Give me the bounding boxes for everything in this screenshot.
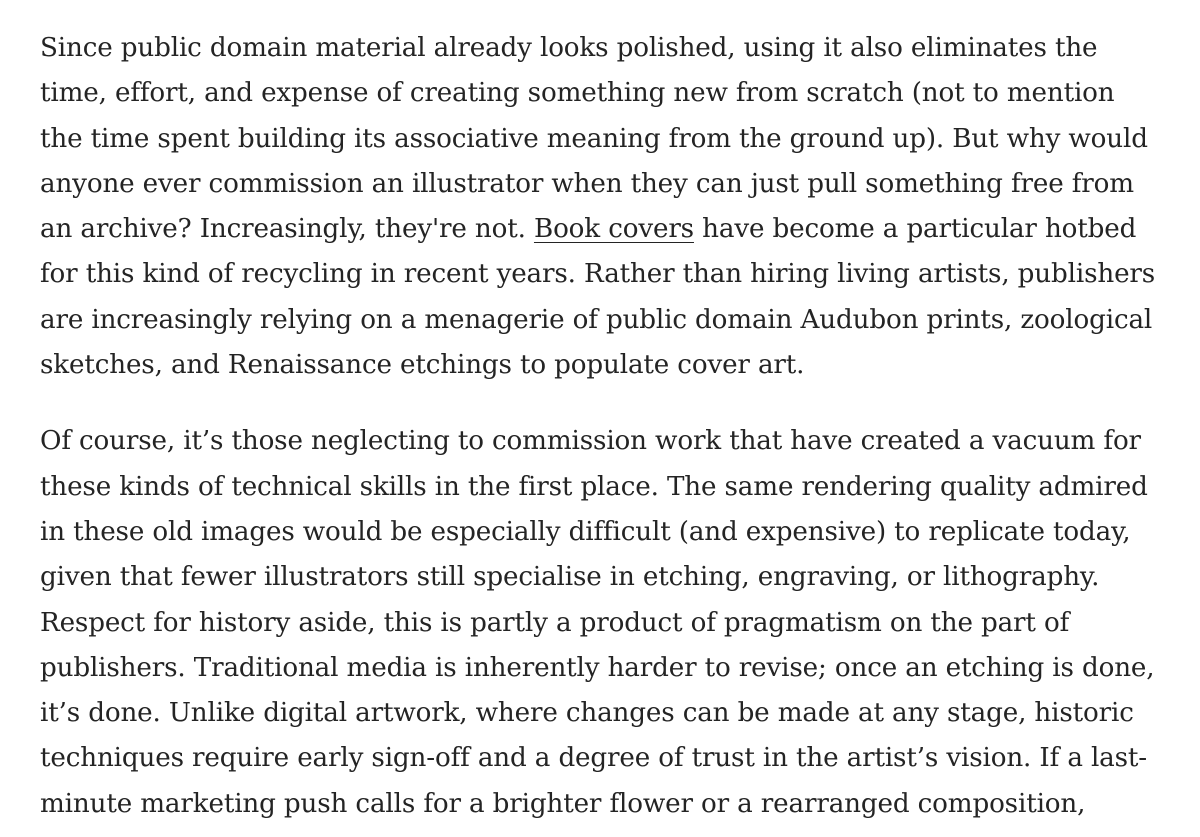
text-line: techniques require early sign-off and a degree of trust in the artist’s vision. If a last- bbox=[40, 743, 1148, 774]
text-line: these kinds of technical skills in the first place. The same rendering quality admired bbox=[40, 471, 1148, 502]
article-body bbox=[40, 26, 1170, 827]
text-segment: an archive? Increasingly, they're not. bbox=[40, 214, 534, 245]
paragraph-2 bbox=[40, 419, 1170, 827]
text-line: given that fewer illustrators still specialise in etching, engraving, or lithography. bbox=[40, 562, 1100, 593]
text-line: publishers. Traditional media is inherently harder to revise; once an etching is done, bbox=[40, 652, 1155, 683]
text-line: for this kind of recycling in recent years. Rather than hiring living artists, publishers bbox=[40, 259, 1156, 290]
text-line: anyone ever commission an illustrator when they can just pull something free from bbox=[40, 168, 1134, 199]
text-line: it’s done. Unlike digital artwork, where changes can be made at any stage, historic bbox=[40, 698, 1134, 729]
text-line: minute marketing push calls for a brighter flower or a rearranged composition, bbox=[40, 788, 1086, 819]
text-line: Respect for history aside, this is partly a product of pragmatism on the part of bbox=[40, 607, 1070, 638]
book-covers-link[interactable]: Book covers bbox=[533, 214, 694, 245]
text-line: sketches, and Renaissance etchings to populate cover art. bbox=[40, 350, 805, 381]
text-line: the time spent building its associative meaning from the ground up). But why would bbox=[40, 123, 1148, 154]
text-line: Since public domain material already looks polished, using it also eliminates the bbox=[40, 33, 1098, 63]
text-line-with-link bbox=[40, 207, 1170, 252]
paragraph-1 bbox=[40, 26, 1170, 388]
text-line: time, effort, and expense of creating something new from scratch (not to mention bbox=[40, 78, 1115, 109]
text-segment: have become a particular hotbed bbox=[693, 214, 1137, 245]
paragraph-spacer bbox=[40, 388, 1170, 419]
text-line: Of course, it’s those neglecting to commission work that have created a vacuum for bbox=[40, 426, 1141, 457]
text-line: are increasingly relying on a menagerie of public domain Audubon prints, zoological bbox=[40, 304, 1153, 335]
text-line: in these old images would be especially difficult (and expensive) to replicate today, bbox=[40, 516, 1131, 547]
